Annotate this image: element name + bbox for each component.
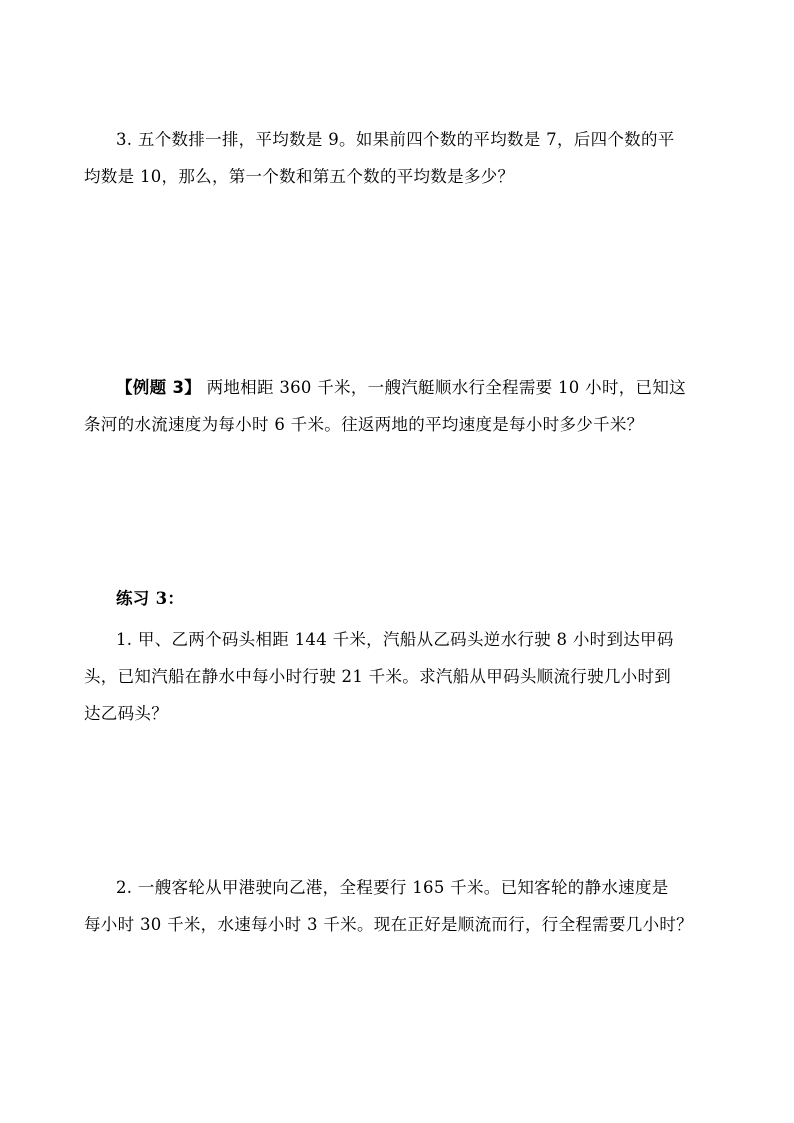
practice-3-q2-line-2: 每小时 30 千米，水速每小时 3 千米。现在正好是顺流而行，行全程需要几小时？ [84, 915, 693, 934]
example-3-text-1: 两地相距 360 千米，一艘汽艇顺水行全程需要 10 小时，已知这 [201, 378, 686, 397]
practice-3-question-1 [84, 621, 728, 732]
problem-3 [84, 121, 728, 195]
example-3-line-2: 条河的水流速度为每小时 6 千米。往返两地的平均速度是每小时多少千米？ [84, 415, 644, 434]
practice-3-q1-line-1: 1. 甲、乙两个码头相距 144 千米，汽船从乙码头逆水行驶 8 小时到达甲码 [116, 630, 674, 649]
practice-3-heading: 练习 3： [116, 589, 185, 608]
practice-3-question-2 [84, 869, 728, 943]
example-3-line-1 [84, 369, 728, 406]
practice-3-q1-line-3: 达乙码头？ [84, 704, 168, 723]
problem-3-line-2: 均数是 10，那么，第一个数和第五个数的平均数是多少？ [84, 167, 515, 186]
practice-3-heading-row [84, 580, 728, 617]
problem-3-line-1: 3. 五个数排一排，平均数是 9。如果前四个数的平均数是 7，后四个数的平 [116, 130, 675, 149]
example-3-label: 【例题 3】 [116, 378, 202, 397]
example-3 [84, 369, 728, 443]
practice-3-q1-line-2: 头，已知汽船在静水中每小时行驶 21 千米。求汽船从甲码头顺流行驶几小时到 [84, 667, 672, 686]
practice-3-q2-line-1: 2. 一艘客轮从甲港驶向乙港，全程要行 165 千米。已知客轮的静水速度是 [116, 878, 669, 897]
